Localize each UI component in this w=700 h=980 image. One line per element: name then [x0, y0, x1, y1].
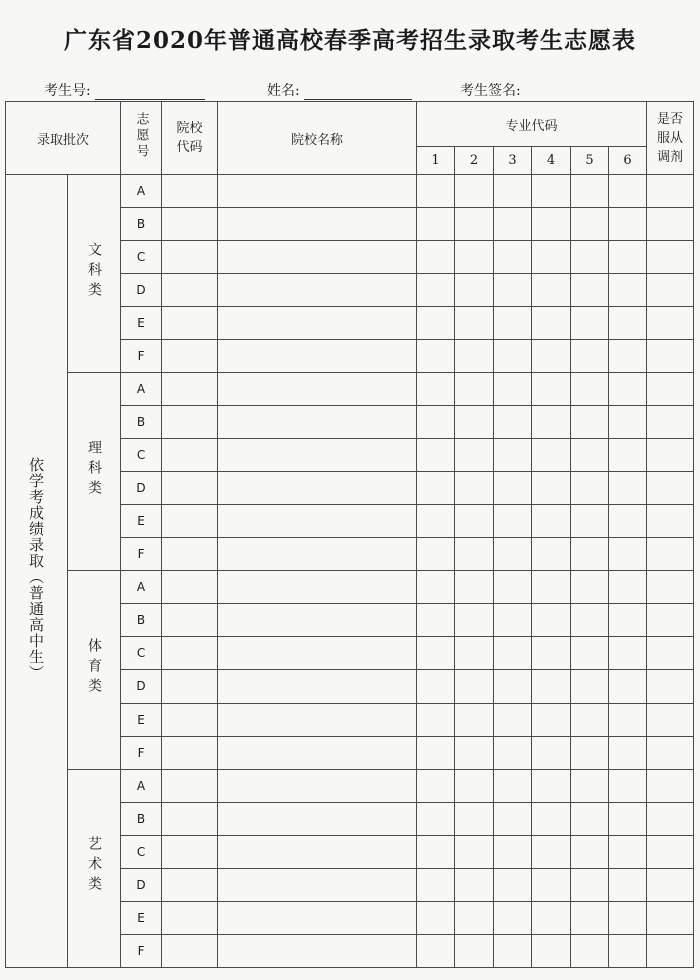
major-code-cell-3[interactable]: [494, 439, 532, 472]
major-code-cell-3[interactable]: [494, 307, 532, 340]
school-code-cell[interactable]: [162, 373, 218, 406]
choice-letter: A: [121, 769, 162, 802]
major-code-cell-4[interactable]: [532, 241, 571, 274]
header-major-code: 专业代码: [417, 102, 647, 147]
header-major-6: 6: [609, 147, 647, 175]
school-name-cell[interactable]: [218, 505, 417, 538]
major-code-cell-1[interactable]: [417, 736, 455, 769]
major-code-cell-5[interactable]: [571, 406, 609, 439]
school-code-cell[interactable]: [162, 175, 218, 208]
major-code-cell-4[interactable]: [532, 373, 571, 406]
choice-letter: A: [121, 175, 162, 208]
major-code-cell-3[interactable]: [494, 505, 532, 538]
major-code-cell-5[interactable]: [571, 241, 609, 274]
header-major-5: 5: [571, 147, 609, 175]
header-major-2: 2: [455, 147, 494, 175]
choice-row: [6, 175, 694, 208]
major-code-cell-1[interactable]: [417, 373, 455, 406]
name-line[interactable]: [304, 83, 412, 100]
accept-adjust-cell[interactable]: [647, 274, 694, 307]
accept-adjust-cell[interactable]: [647, 934, 694, 967]
name-field[interactable]: [267, 80, 412, 100]
school-code-cell[interactable]: [162, 802, 218, 835]
major-code-cell-5[interactable]: [571, 934, 609, 967]
accept-adjust-cell[interactable]: [647, 307, 694, 340]
choice-letter: C: [121, 637, 162, 670]
header-major-4: 4: [532, 147, 571, 175]
accept-adjust-cell[interactable]: [647, 703, 694, 736]
school-code-cell[interactable]: [162, 637, 218, 670]
major-code-cell-6[interactable]: [609, 274, 647, 307]
choice-letter: A: [121, 373, 162, 406]
major-code-cell-5[interactable]: [571, 340, 609, 373]
school-code-cell[interactable]: [162, 868, 218, 901]
school-code-cell[interactable]: [162, 934, 218, 967]
major-code-cell-5[interactable]: [571, 472, 609, 505]
header-school-name: 院校名称: [218, 102, 417, 175]
major-code-cell-5[interactable]: [571, 505, 609, 538]
choice-row: [6, 769, 694, 802]
choice-letter: D: [121, 868, 162, 901]
major-code-cell-4[interactable]: [532, 901, 571, 934]
major-code-cell-3[interactable]: [494, 934, 532, 967]
major-code-cell-6[interactable]: [609, 769, 647, 802]
accept-adjust-cell[interactable]: [647, 472, 694, 505]
school-name-cell[interactable]: [218, 439, 417, 472]
major-code-cell-1[interactable]: [417, 505, 455, 538]
accept-adjust-cell[interactable]: [647, 439, 694, 472]
exam-number-label: 考生号:: [44, 83, 91, 99]
major-code-cell-6[interactable]: [609, 241, 647, 274]
school-code-cell[interactable]: [162, 670, 218, 703]
major-code-cell-1[interactable]: [417, 538, 455, 571]
major-code-cell-5[interactable]: [571, 802, 609, 835]
school-name-cell[interactable]: [218, 835, 417, 868]
major-code-cell-1[interactable]: [417, 769, 455, 802]
major-code-cell-5[interactable]: [571, 835, 609, 868]
choice-letter: F: [121, 340, 162, 373]
major-code-cell-5[interactable]: [571, 208, 609, 241]
choice-letter: F: [121, 736, 162, 769]
school-name-cell[interactable]: [218, 736, 417, 769]
major-code-cell-4[interactable]: [532, 868, 571, 901]
choice-row: [6, 373, 694, 406]
major-code-cell-5[interactable]: [571, 571, 609, 604]
major-code-cell-5[interactable]: [571, 538, 609, 571]
accept-adjust-cell[interactable]: [647, 373, 694, 406]
major-code-cell-2[interactable]: [455, 505, 494, 538]
batch-name: 依学考成绩录取（普通高中生）: [27, 456, 45, 681]
school-code-cell[interactable]: [162, 604, 218, 637]
major-code-cell-2[interactable]: [455, 901, 494, 934]
major-code-cell-3[interactable]: [494, 703, 532, 736]
major-code-cell-4[interactable]: [532, 340, 571, 373]
school-code-cell[interactable]: [162, 769, 218, 802]
major-code-cell-1[interactable]: [417, 175, 455, 208]
school-code-cell[interactable]: [162, 505, 218, 538]
major-code-cell-3[interactable]: [494, 637, 532, 670]
major-code-cell-2[interactable]: [455, 406, 494, 439]
major-code-cell-1[interactable]: [417, 604, 455, 637]
category-name: 体育类: [86, 637, 102, 698]
school-name-cell[interactable]: [218, 208, 417, 241]
choice-letter: A: [121, 571, 162, 604]
major-code-cell-5[interactable]: [571, 637, 609, 670]
major-code-cell-6[interactable]: [609, 637, 647, 670]
volunteer-form-table: [5, 101, 694, 968]
accept-adjust-cell[interactable]: [647, 208, 694, 241]
major-code-cell-4[interactable]: [532, 406, 571, 439]
major-code-cell-2[interactable]: [455, 868, 494, 901]
school-code-cell[interactable]: [162, 571, 218, 604]
accept-adjust-cell[interactable]: [647, 868, 694, 901]
major-code-cell-3[interactable]: [494, 901, 532, 934]
major-code-cell-3[interactable]: [494, 538, 532, 571]
major-code-cell-1[interactable]: [417, 241, 455, 274]
choice-letter: D: [121, 472, 162, 505]
major-code-cell-1[interactable]: [417, 868, 455, 901]
major-code-cell-6[interactable]: [609, 175, 647, 208]
choice-letter: E: [121, 901, 162, 934]
school-name-cell[interactable]: [218, 340, 417, 373]
major-code-cell-2[interactable]: [455, 934, 494, 967]
choice-letter: C: [121, 241, 162, 274]
choice-letter: C: [121, 835, 162, 868]
major-code-cell-3[interactable]: [494, 802, 532, 835]
name-label: 姓名:: [267, 83, 300, 99]
major-code-cell-4[interactable]: [532, 538, 571, 571]
major-code-cell-2[interactable]: [455, 373, 494, 406]
major-code-cell-6[interactable]: [609, 835, 647, 868]
major-code-cell-4[interactable]: [532, 802, 571, 835]
batch-cell: [6, 175, 68, 968]
header-accept-adjust-text: 是否 服从 调剂: [657, 111, 684, 165]
school-name-cell[interactable]: [218, 307, 417, 340]
major-code-cell-4[interactable]: [532, 769, 571, 802]
major-code-cell-2[interactable]: [455, 637, 494, 670]
major-code-cell-3[interactable]: [494, 868, 532, 901]
accept-adjust-cell[interactable]: [647, 835, 694, 868]
major-code-cell-2[interactable]: [455, 439, 494, 472]
choice-letter: D: [121, 274, 162, 307]
school-name-cell[interactable]: [218, 571, 417, 604]
major-code-cell-5[interactable]: [571, 439, 609, 472]
major-code-cell-2[interactable]: [455, 571, 494, 604]
major-code-cell-4[interactable]: [532, 439, 571, 472]
major-code-cell-1[interactable]: [417, 670, 455, 703]
signature-label: 考生签名:: [460, 83, 521, 99]
major-code-cell-1[interactable]: [417, 901, 455, 934]
major-code-cell-1[interactable]: [417, 637, 455, 670]
accept-adjust-cell[interactable]: [647, 571, 694, 604]
major-code-cell-6[interactable]: [609, 736, 647, 769]
choice-letter: E: [121, 505, 162, 538]
school-code-cell[interactable]: [162, 538, 218, 571]
major-code-cell-1[interactable]: [417, 934, 455, 967]
major-code-cell-4[interactable]: [532, 934, 571, 967]
accept-adjust-cell[interactable]: [647, 505, 694, 538]
major-code-cell-2[interactable]: [455, 208, 494, 241]
major-code-cell-6[interactable]: [609, 373, 647, 406]
choice-row: [6, 571, 694, 604]
school-name-cell[interactable]: [218, 604, 417, 637]
school-name-cell[interactable]: [218, 934, 417, 967]
category-cell: [68, 769, 121, 967]
major-code-cell-1[interactable]: [417, 307, 455, 340]
choice-letter: B: [121, 802, 162, 835]
choice-letter: E: [121, 703, 162, 736]
category-name: 理科类: [86, 439, 102, 500]
major-code-cell-1[interactable]: [417, 208, 455, 241]
header-major-1: 1: [417, 147, 455, 175]
major-code-cell-5[interactable]: [571, 901, 609, 934]
school-code-cell[interactable]: [162, 736, 218, 769]
category-name: 艺术类: [86, 836, 102, 897]
category-cell: [68, 571, 121, 769]
major-code-cell-4[interactable]: [532, 637, 571, 670]
major-code-cell-5[interactable]: [571, 175, 609, 208]
major-code-cell-2[interactable]: [455, 538, 494, 571]
school-code-cell[interactable]: [162, 439, 218, 472]
accept-adjust-cell[interactable]: [647, 538, 694, 571]
school-name-cell[interactable]: [218, 703, 417, 736]
major-code-cell-2[interactable]: [455, 769, 494, 802]
major-code-cell-3[interactable]: [494, 373, 532, 406]
accept-adjust-cell[interactable]: [647, 604, 694, 637]
school-name-cell[interactable]: [218, 637, 417, 670]
major-code-cell-3[interactable]: [494, 241, 532, 274]
school-code-cell[interactable]: [162, 340, 218, 373]
major-code-cell-4[interactable]: [532, 571, 571, 604]
school-name-cell[interactable]: [218, 406, 417, 439]
major-code-cell-3[interactable]: [494, 835, 532, 868]
major-code-cell-4[interactable]: [532, 472, 571, 505]
major-code-cell-2[interactable]: [455, 604, 494, 637]
accept-adjust-cell[interactable]: [647, 340, 694, 373]
accept-adjust-cell[interactable]: [647, 736, 694, 769]
major-code-cell-6[interactable]: [609, 670, 647, 703]
major-code-cell-3[interactable]: [494, 571, 532, 604]
category-cell: [68, 175, 121, 373]
school-name-cell[interactable]: [218, 802, 417, 835]
school-code-cell[interactable]: [162, 703, 218, 736]
major-code-cell-3[interactable]: [494, 472, 532, 505]
school-name-cell[interactable]: [218, 868, 417, 901]
accept-adjust-cell[interactable]: [647, 769, 694, 802]
choice-letter: B: [121, 604, 162, 637]
major-code-cell-2[interactable]: [455, 472, 494, 505]
major-code-cell-4[interactable]: [532, 736, 571, 769]
major-code-cell-2[interactable]: [455, 241, 494, 274]
major-code-cell-6[interactable]: [609, 802, 647, 835]
school-code-cell[interactable]: [162, 274, 218, 307]
header-school-code: [162, 102, 218, 175]
school-name-cell[interactable]: [218, 901, 417, 934]
major-code-cell-6[interactable]: [609, 901, 647, 934]
major-code-cell-5[interactable]: [571, 670, 609, 703]
major-code-cell-2[interactable]: [455, 670, 494, 703]
major-code-cell-5[interactable]: [571, 868, 609, 901]
header-batch: 录取批次: [6, 102, 121, 175]
major-code-cell-1[interactable]: [417, 472, 455, 505]
school-code-cell[interactable]: [162, 208, 218, 241]
exam-number-field[interactable]: [44, 80, 205, 100]
major-code-cell-2[interactable]: [455, 307, 494, 340]
choice-letter: D: [121, 670, 162, 703]
choice-letter: F: [121, 538, 162, 571]
major-code-cell-6[interactable]: [609, 868, 647, 901]
major-code-cell-6[interactable]: [609, 604, 647, 637]
major-code-cell-6[interactable]: [609, 505, 647, 538]
accept-adjust-cell[interactable]: [647, 670, 694, 703]
major-code-cell-1[interactable]: [417, 340, 455, 373]
major-code-cell-5[interactable]: [571, 604, 609, 637]
school-code-cell[interactable]: [162, 307, 218, 340]
major-code-cell-3[interactable]: [494, 736, 532, 769]
major-code-cell-5[interactable]: [571, 769, 609, 802]
major-code-cell-6[interactable]: [609, 208, 647, 241]
major-code-cell-4[interactable]: [532, 703, 571, 736]
major-code-cell-6[interactable]: [609, 439, 647, 472]
category-name: 文科类: [86, 241, 102, 302]
school-code-cell[interactable]: [162, 835, 218, 868]
major-code-cell-5[interactable]: [571, 373, 609, 406]
major-code-cell-6[interactable]: [609, 472, 647, 505]
major-code-cell-2[interactable]: [455, 703, 494, 736]
choice-letter: E: [121, 307, 162, 340]
major-code-cell-4[interactable]: [532, 307, 571, 340]
school-name-cell[interactable]: [218, 373, 417, 406]
major-code-cell-1[interactable]: [417, 835, 455, 868]
major-code-cell-1[interactable]: [417, 406, 455, 439]
major-code-cell-3[interactable]: [494, 340, 532, 373]
major-code-cell-3[interactable]: [494, 769, 532, 802]
school-name-cell[interactable]: [218, 472, 417, 505]
major-code-cell-1[interactable]: [417, 571, 455, 604]
major-code-cell-6[interactable]: [609, 340, 647, 373]
major-code-cell-5[interactable]: [571, 274, 609, 307]
school-code-cell[interactable]: [162, 901, 218, 934]
accept-adjust-cell[interactable]: [647, 406, 694, 439]
choice-letter: B: [121, 208, 162, 241]
header-choice-no: [121, 102, 162, 175]
school-name-cell[interactable]: [218, 274, 417, 307]
header-choice-no-text: 志愿号: [133, 112, 149, 160]
major-code-cell-2[interactable]: [455, 802, 494, 835]
header-school-code-text: 院校 代码: [176, 121, 203, 155]
header-row: [6, 102, 694, 147]
major-code-cell-2[interactable]: [455, 835, 494, 868]
major-code-cell-6[interactable]: [609, 307, 647, 340]
major-code-cell-2[interactable]: [455, 274, 494, 307]
school-name-cell[interactable]: [218, 175, 417, 208]
accept-adjust-cell[interactable]: [647, 175, 694, 208]
accept-adjust-cell[interactable]: [647, 802, 694, 835]
choice-letter: F: [121, 934, 162, 967]
major-code-cell-6[interactable]: [609, 571, 647, 604]
major-code-cell-3[interactable]: [494, 274, 532, 307]
major-code-cell-4[interactable]: [532, 208, 571, 241]
major-code-cell-1[interactable]: [417, 802, 455, 835]
major-code-cell-3[interactable]: [494, 208, 532, 241]
exam-number-line[interactable]: [95, 83, 205, 100]
major-code-cell-6[interactable]: [609, 934, 647, 967]
major-code-cell-1[interactable]: [417, 274, 455, 307]
major-code-cell-3[interactable]: [494, 406, 532, 439]
category-cell: [68, 373, 121, 571]
major-code-cell-5[interactable]: [571, 307, 609, 340]
major-code-cell-1[interactable]: [417, 703, 455, 736]
major-code-cell-5[interactable]: [571, 736, 609, 769]
major-code-cell-3[interactable]: [494, 604, 532, 637]
accept-adjust-cell[interactable]: [647, 241, 694, 274]
school-name-cell[interactable]: [218, 241, 417, 274]
major-code-cell-4[interactable]: [532, 175, 571, 208]
signature-field[interactable]: [460, 80, 521, 100]
choice-letter: B: [121, 406, 162, 439]
major-code-cell-5[interactable]: [571, 703, 609, 736]
school-name-cell[interactable]: [218, 670, 417, 703]
choice-letter: C: [121, 439, 162, 472]
major-code-cell-3[interactable]: [494, 175, 532, 208]
major-code-cell-4[interactable]: [532, 670, 571, 703]
school-code-cell[interactable]: [162, 241, 218, 274]
major-code-cell-1[interactable]: [417, 439, 455, 472]
school-code-cell[interactable]: [162, 406, 218, 439]
accept-adjust-cell[interactable]: [647, 901, 694, 934]
major-code-cell-4[interactable]: [532, 505, 571, 538]
form-title: 广东省2020年普通高校春季高考招生录取考生志愿表: [63, 27, 636, 54]
school-name-cell[interactable]: [218, 769, 417, 802]
major-code-cell-3[interactable]: [494, 670, 532, 703]
major-code-cell-6[interactable]: [609, 406, 647, 439]
major-code-cell-4[interactable]: [532, 274, 571, 307]
major-code-cell-2[interactable]: [455, 340, 494, 373]
header-major-3: 3: [494, 147, 532, 175]
major-code-cell-6[interactable]: [609, 703, 647, 736]
accept-adjust-cell[interactable]: [647, 637, 694, 670]
school-name-cell[interactable]: [218, 538, 417, 571]
header-accept-adjust: [647, 102, 694, 175]
major-code-cell-2[interactable]: [455, 736, 494, 769]
major-code-cell-6[interactable]: [609, 538, 647, 571]
major-code-cell-4[interactable]: [532, 835, 571, 868]
major-code-cell-4[interactable]: [532, 604, 571, 637]
major-code-cell-2[interactable]: [455, 175, 494, 208]
school-code-cell[interactable]: [162, 472, 218, 505]
